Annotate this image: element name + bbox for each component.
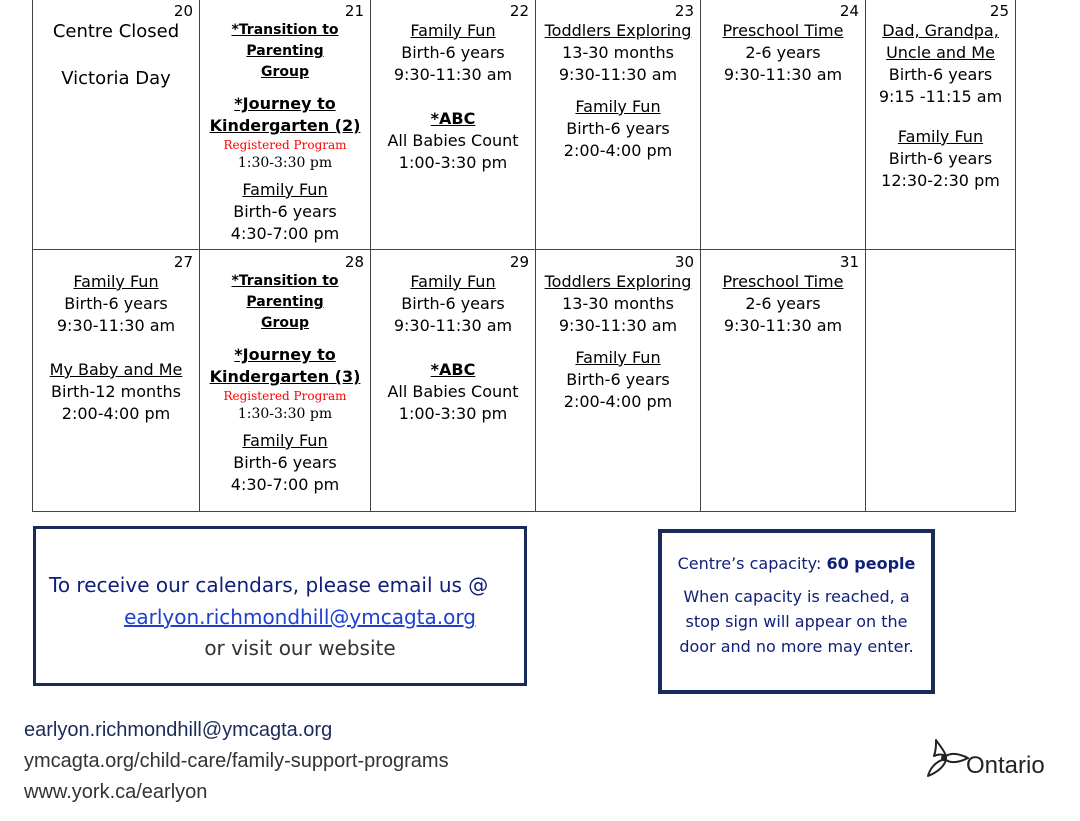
- day-number: 22: [509, 2, 529, 20]
- program-age: Birth-6 years: [566, 119, 670, 138]
- day-number: 31: [839, 253, 859, 271]
- program-age: Birth-6 years: [401, 294, 505, 313]
- calendar-table: [32, 0, 1016, 512]
- capacity-label: Centre’s capacity:: [677, 554, 822, 573]
- trillium-icon: [922, 736, 972, 786]
- day-number: 30: [674, 253, 694, 271]
- day-number: 21: [344, 2, 364, 20]
- program-title: *Transition to Parenting Group: [231, 22, 339, 80]
- program-time: 1:30-3:30 pm: [237, 155, 333, 171]
- capacity-line: [662, 551, 931, 576]
- program-title: Toddlers Exploring: [544, 21, 692, 40]
- calendar-day-20: [33, 0, 200, 250]
- program-title: *ABC: [430, 360, 476, 379]
- program-age: Birth-6 years: [64, 294, 168, 313]
- program-age: 2-6 years: [745, 294, 821, 313]
- day-number: 27: [173, 253, 193, 271]
- capacity-box: [658, 529, 935, 694]
- program-title: *Journey to Kindergarten (2): [209, 94, 361, 135]
- program-title: Family Fun: [73, 272, 159, 291]
- program-title: Dad, Grandpa, Uncle and Me: [882, 21, 999, 62]
- program-time: 9:15 -11:15 am: [878, 87, 1003, 106]
- program-time: 12:30-2:30 pm: [881, 171, 1000, 190]
- footer-email-link[interactable]: earlyon.richmondhill@ymcagta.org: [24, 719, 333, 741]
- program-time: 4:30-7:00 pm: [230, 224, 340, 243]
- program-title: Family Fun: [575, 348, 661, 367]
- program-title: Preschool Time: [722, 272, 844, 291]
- program-title: Family Fun: [897, 127, 984, 146]
- program-title: Preschool Time: [722, 21, 844, 40]
- calendar-day-29: [371, 250, 536, 512]
- program-age: Birth-6 years: [233, 453, 337, 472]
- program-time: 2:00-4:00 pm: [563, 141, 673, 160]
- calendar-week: [33, 0, 1016, 250]
- program-title: Family Fun: [242, 180, 328, 199]
- program-title: Family Fun: [242, 431, 328, 450]
- program-time: 4:30-7:00 pm: [230, 475, 340, 494]
- program-title: *Transition to Parenting Group: [231, 273, 339, 331]
- subscribe-text: To receive our calendars, please email us @: [49, 573, 489, 597]
- program-age: Birth-6 years: [888, 149, 993, 168]
- ontario-logo: [922, 736, 1067, 786]
- registered-program-label: Registered Program: [223, 389, 347, 403]
- calendar-day-24: [701, 0, 866, 250]
- calendar-day-31: [701, 250, 866, 512]
- program-age: Birth-6 years: [401, 43, 505, 62]
- closed-label: Centre Closed: [52, 21, 180, 42]
- program-age: 13-30 months: [562, 294, 674, 313]
- program-title: *Journey to Kindergarten (3): [209, 345, 361, 386]
- program-age: 13-30 months: [562, 43, 674, 62]
- program-title: Family Fun: [575, 97, 661, 116]
- program-age: Birth-6 years: [566, 370, 670, 389]
- program-time: 1:30-3:30 pm: [237, 406, 333, 422]
- program-time: 1:00-3:30 pm: [398, 404, 508, 423]
- program-time: 1:00-3:30 pm: [398, 153, 508, 172]
- day-number: 29: [509, 253, 529, 271]
- day-number: 23: [674, 2, 694, 20]
- registered-program-label: Registered Program: [223, 138, 347, 152]
- program-age: Birth-6 years: [233, 202, 337, 221]
- program-time: 9:30-11:30 am: [723, 65, 843, 84]
- calendar-day-30: [536, 250, 701, 512]
- footer-ymca-link[interactable]: ymcagta.org/child-care/family-support-programs: [24, 750, 449, 772]
- day-number: 24: [839, 2, 859, 20]
- subscribe-box: [33, 526, 527, 686]
- capacity-value: 60 people: [826, 554, 916, 573]
- program-title: Family Fun: [410, 21, 496, 40]
- program-time: 9:30-11:30 am: [558, 316, 678, 335]
- program-time: 9:30-11:30 am: [393, 65, 513, 84]
- program-time: 2:00-4:00 pm: [61, 404, 171, 423]
- calendar-day-empty: [866, 250, 1016, 512]
- program-time: 9:30-11:30 am: [558, 65, 678, 84]
- program-time: 9:30-11:30 am: [723, 316, 843, 335]
- program-title: *ABC: [430, 109, 476, 128]
- ontario-wordmark: Ontario: [966, 752, 1045, 779]
- calendar-day-28: [200, 250, 371, 512]
- program-age: Birth-12 months: [51, 382, 181, 401]
- program-title: Family Fun: [410, 272, 496, 291]
- calendar-week: [33, 250, 1016, 512]
- program-name: All Babies Count: [387, 382, 519, 401]
- calendar-day-25: [866, 0, 1016, 250]
- footer-links: [24, 715, 449, 808]
- calendar-day-23: [536, 0, 701, 250]
- day-number: 28: [344, 253, 364, 271]
- program-time: 2:00-4:00 pm: [563, 392, 673, 411]
- capacity-note: When capacity is reached, a stop sign will appear on the door and no more may enter.: [679, 587, 914, 656]
- program-age: Birth-6 years: [888, 65, 993, 84]
- subscribe-email-link[interactable]: earlyon.richmondhill@ymcagta.org: [124, 605, 476, 629]
- day-number: 20: [173, 2, 193, 20]
- holiday-label: Victoria Day: [61, 68, 171, 89]
- program-title: Toddlers Exploring: [544, 272, 692, 291]
- program-name: All Babies Count: [387, 131, 519, 150]
- calendar-day-22: [371, 0, 536, 250]
- calendar-day-27: [33, 250, 200, 512]
- program-age: 2-6 years: [745, 43, 821, 62]
- footer-york-link[interactable]: www.york.ca/earlyon: [24, 781, 208, 803]
- program-title: My Baby and Me: [49, 360, 183, 379]
- calendar-day-21: [200, 0, 371, 250]
- day-number: 25: [989, 2, 1009, 20]
- subscribe-website-text: or visit our website: [204, 636, 396, 660]
- program-time: 9:30-11:30 am: [56, 316, 176, 335]
- program-time: 9:30-11:30 am: [393, 316, 513, 335]
